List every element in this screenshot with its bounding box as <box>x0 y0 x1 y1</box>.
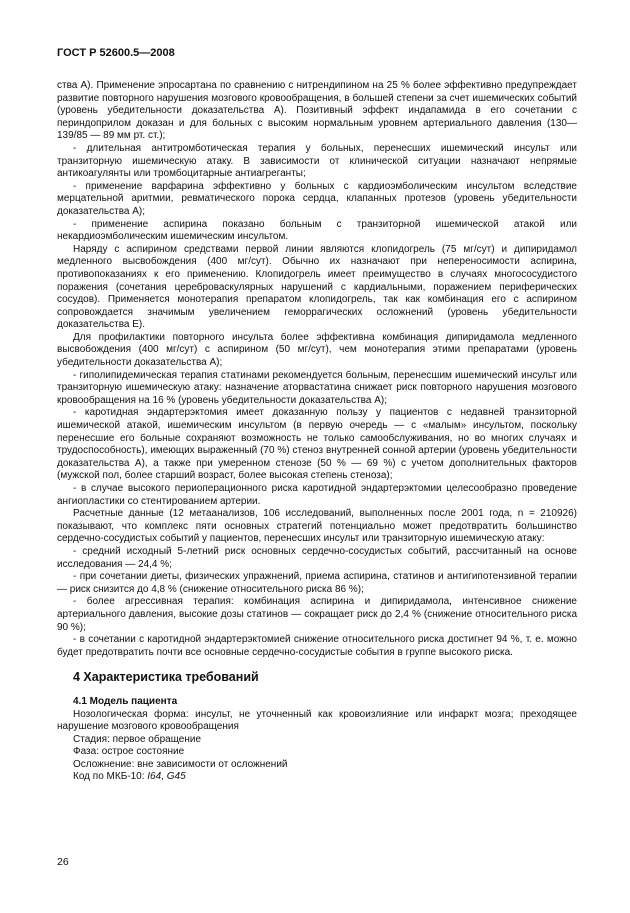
subsection-title: 4.1 Модель пациента <box>73 695 178 707</box>
paragraph: - применение аспирина показано больным с транзиторной ишемической атакой или некардиоэмболическим ишемическим инсультом. <box>57 218 577 243</box>
patient-phase: Фаза: острое состояние <box>73 746 185 758</box>
document-header: ГОСТ Р 52600.5—2008 <box>57 47 175 59</box>
paragraph: - применение варфарина эффективно у больных с кардиоэмболическим инсультом вследствие мерцательной аритмии, ревматического порока сердца, клапанных протезов (уровень убедительности доказательства А); <box>57 180 577 217</box>
section-title: 4 Характеристика требований <box>73 670 259 685</box>
paragraph: - при сочетании диеты, физических упражнений, приема аспирина, статинов и антигипотензивной терапии — риск снизится до 4,8 % (снижение относительного риска 86 %); <box>57 571 577 595</box>
paragraph: Для профилактики повторного инсульта более эффективна комбинация дипиридамола медленного высвобождения (400 мг/сут) с аспирином (50 мг/сут), чем монотерапия этими препаратами (уровень убедительности доказательства А); <box>57 331 577 369</box>
patient-stage: Стадия: первое обращение <box>73 733 202 745</box>
patient-complication: Осложнение: вне зависимости от осложнений <box>73 758 288 770</box>
paragraph: - более агрессивная терапия: комбинация аспирина и дипиридамола, интенсивное снижение артериального давления, высокие дозы статинов — сокращает риск до 2,4 % (снижение относительного риска 90 %); <box>57 596 577 633</box>
patient-nosology: Нозологическая форма: инсульт, не уточненный как кровоизлияние или инфаркт мозга; преходящее нарушение мозгового кровообращения <box>57 708 577 733</box>
patient-icd-code <box>57 771 577 784</box>
paragraph: Наряду с аспирином средствами первой линии являются клопидогрель (75 мг/сут) и дипиридамол медленного высвобождения (400 мг/сут). Обычно их назначают при непереносимости аспирина, противопоказаниях к его применению. Клопидогрель имеет преимущество в случаях многососудистого поражения (сочетания цереброваскулярных нарушений с кардиальными, поражением периферических сосудов). Применяется монотерапия препаратом клопидогрель, так как комбинация его с аспирином сопровождается значимым увеличением геморрагических осложнений (уровень убедительности доказательства Е). <box>57 243 577 331</box>
paragraph: - средний исходный 5-летний риск основных сердечно-сосудистых событий, рассчитанный на основе исследования — 24,4 %; <box>57 545 577 570</box>
paragraph: - в сочетании с каротидной эндартерэктомией снижение относительного риска достигнет 94 %, т. е. можно будет предотвратить почти все основные сердечно-сосудистые события в группе высокого риска. <box>57 634 577 658</box>
page-number: 26 <box>57 856 69 868</box>
icd-code-2: G45 <box>166 771 186 783</box>
paragraph: - длительная антитромботическая терапия у больных, перенесших ишемический инсульт или транзиторную ишемическую атаку. В зависимости от клинической ситуации назначают непрямые антикоагулянты или тромбоцитарные антиагреганты; <box>57 142 577 180</box>
paragraph: Расчетные данные (12 метаанализов, 106 исследований, выполненных после 2001 года, n = 210926) показывают, что комплекс пяти основных стратегий потенциально может предотвратить большинство сердечно-сосудистых событий у пациентов, перенесших инсульт или транзиторную ишемическую атаку: <box>57 508 577 545</box>
document-body <box>57 80 577 784</box>
paragraph: - гиполипидемическая терапия статинами рекомендуется больным, перенесшим ишемический инсульт или транзиторную ишемическую атаку: назначение аторвастатина снижает риск повторного нарушения мозгового кровообращения на 16 % (уровень убедительности доказательства А); <box>57 369 577 406</box>
paragraph: - в случае высокого периоперационного риска каротидной эндартерэктомии целесообразно проведение ангиопластики со стентированием артерии. <box>57 483 577 507</box>
icd-code-1: I64 <box>147 771 162 783</box>
paragraph: ства А). Применение эпросартана по сравнению с нитрендипином на 25 % более эффективно предупреждает развитие повторного нарушения мозгового кровообращения, в большей степени за счет ишемических событий (уровень убедительности доказательства А). Позитивный эффект индапамида в его сочетании с периндоприлом доказан и для больных с высоким нормальным уровнем артериального давления (130—139/85 — 89 мм рт. ст.); <box>57 80 577 142</box>
icd-label: Код по МКБ-10: <box>73 771 148 783</box>
paragraph: - каротидная эндартерэктомия имеет доказанную пользу у пациентов с недавней транзиторной ишемической атакой, ишемическим инсультом (в первую очередь — с «малым» инсультом, поскольку перенесшие его больные сохраняют возможность не только самообслуживания, но во многих случаях и трудоспособность), имеющих выраженный (70 %) стеноз внутренней сонной артерии (уровень убедительности доказательства А), а также при умеренном стенозе (50 % — 69 %) с учетом дополнительных факторов (мужской пол, более старший возраст, более высокая степень стеноза); <box>57 407 577 482</box>
icd-separator: , <box>161 771 167 783</box>
